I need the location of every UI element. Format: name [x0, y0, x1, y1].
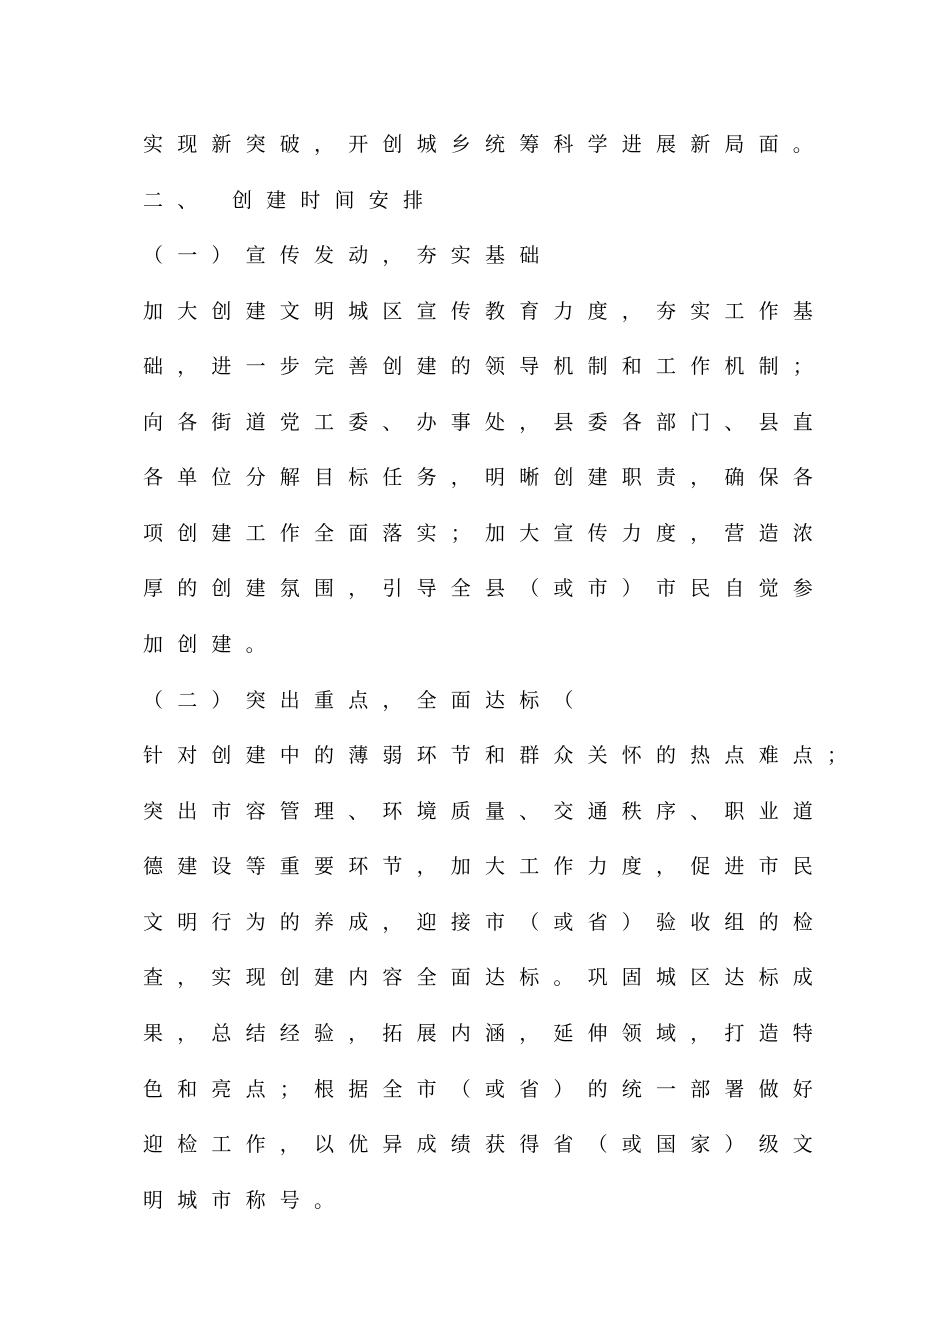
body-text-line: 加创建。: [143, 632, 280, 656]
body-text-line: 向各街道党工委、办事处，县委各部门、县直: [143, 410, 827, 434]
body-text-line: 查，实现创建内容全面达标。巩固城区达标成: [143, 965, 827, 989]
body-text-line: 针对创建中的薄弱环节和群众关怀的热点难点；: [143, 743, 862, 767]
body-text-line: 果，总结经验，拓展内涵，延伸领域，打造特: [143, 1021, 827, 1045]
body-text-line: 迎检工作，以优异成绩获得省（或国家）级文: [143, 1132, 827, 1156]
body-text-line: 明城市称号。: [143, 1188, 349, 1212]
body-text-line: 项创建工作全面落实；加大宣传力度，营造浓: [143, 521, 827, 545]
body-text-line: 文明行为的养成，迎接市（或省）验收组的检: [143, 910, 827, 934]
body-text-line: 色和亮点；根据全市（或省）的统一部署做好: [143, 1077, 827, 1101]
body-text-line: 德建设等重要环节，加大工作力度，促进市民: [143, 854, 827, 878]
body-text-line: 础，进一步完善创建的领导机制和工作机制；: [143, 354, 827, 378]
body-text-line: 实现新突破，开创城乡统筹科学进展新局面。: [143, 132, 827, 156]
body-text-line: 各单位分解目标任务，明晰创建职责，确保各: [143, 465, 827, 489]
subsection-heading: （二）突出重点，全面达标（: [143, 688, 588, 712]
body-text-line: 厚的创建氛围，引导全县（或市）市民自觉参: [143, 576, 827, 600]
section-heading: 二、 创建时间安排: [143, 188, 438, 212]
body-text-line: 加大创建文明城区宣传教育力度，夯实工作基: [143, 299, 827, 323]
body-text-line: 突出市容管理、环境质量、交通秩序、职业道: [143, 799, 827, 823]
subsection-heading: （一）宣传发动，夯实基础: [143, 243, 554, 267]
